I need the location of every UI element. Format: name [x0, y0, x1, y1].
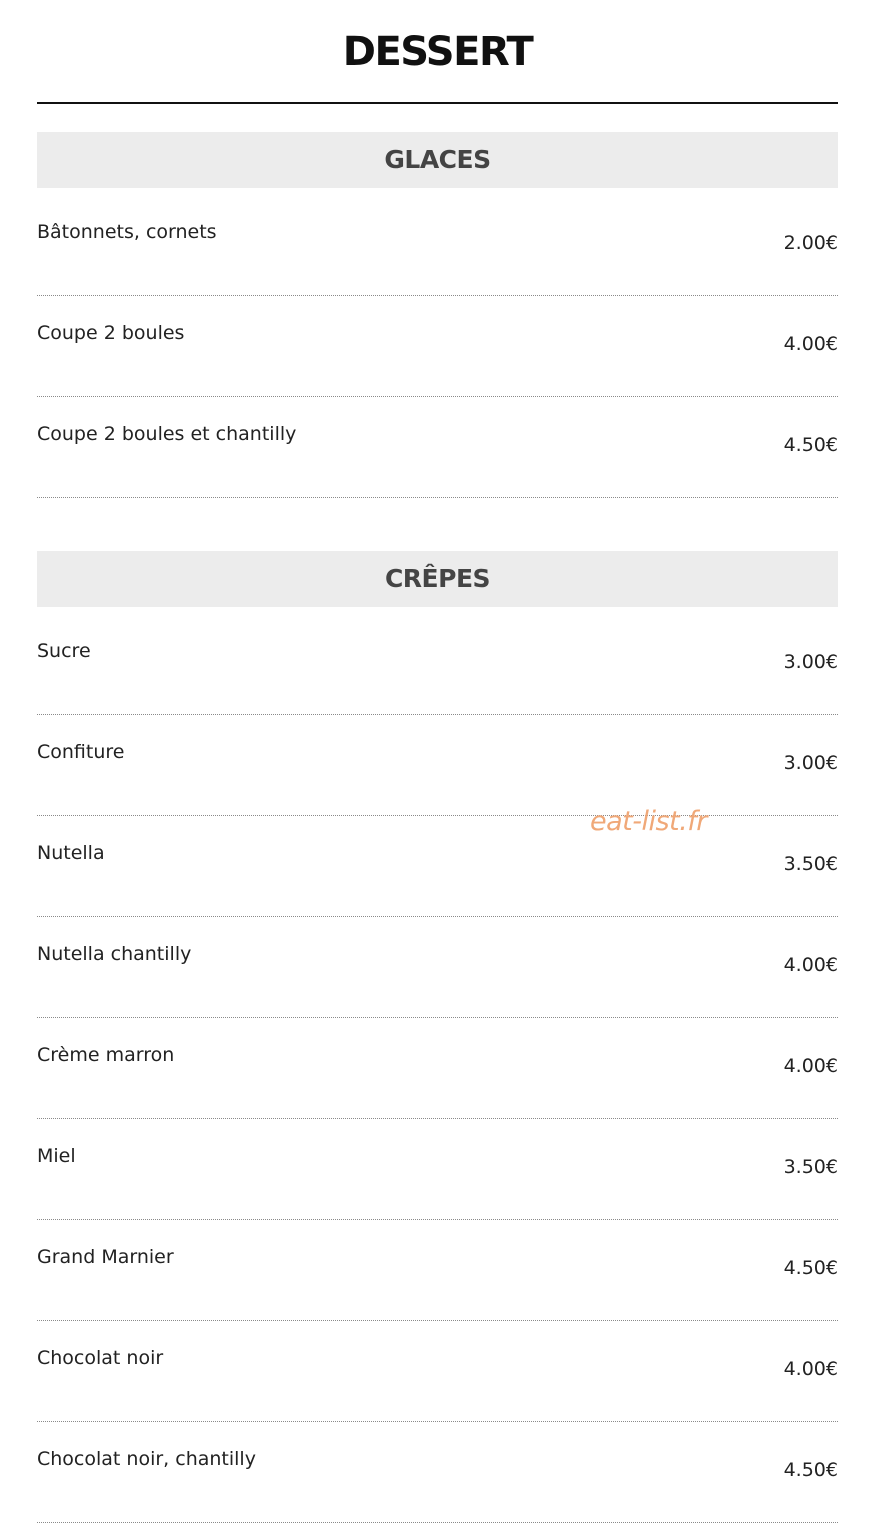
menu-item [37, 1446, 838, 1523]
item-name: Crème marron [37, 1044, 175, 1066]
item-name: Bâtonnets, cornets [37, 221, 217, 243]
item-price: 3.50€ [783, 1156, 838, 1178]
item-name: Coupe 2 boules et chantilly [37, 423, 297, 445]
item-price: 3.00€ [783, 651, 838, 673]
item-name: Coupe 2 boules [37, 322, 185, 344]
menu-page [37, 0, 838, 1523]
item-price: 4.50€ [783, 434, 838, 456]
item-price: 4.00€ [783, 333, 838, 355]
menu-item [37, 840, 838, 917]
item-price: 3.50€ [783, 853, 838, 875]
item-price: 4.50€ [783, 1459, 838, 1481]
item-price: 3.00€ [783, 752, 838, 774]
item-price: 4.50€ [783, 1257, 838, 1279]
item-name: Chocolat noir, chantilly [37, 1448, 256, 1470]
item-price: 4.00€ [783, 1358, 838, 1380]
item-name: Confiture [37, 741, 125, 763]
menu-item [37, 638, 838, 715]
menu-item [37, 941, 838, 1018]
crepes-items [37, 607, 838, 1523]
menu-item [37, 421, 838, 498]
section-header-crepes: CRÊPES [37, 551, 838, 607]
menu-item [37, 1042, 838, 1119]
item-name: Nutella chantilly [37, 943, 192, 965]
item-name: Sucre [37, 640, 91, 662]
menu-item [37, 320, 838, 397]
menu-item [37, 1345, 838, 1422]
item-price: 4.00€ [783, 954, 838, 976]
item-name: Nutella [37, 842, 105, 864]
menu-item [37, 739, 838, 816]
item-price: 4.00€ [783, 1055, 838, 1077]
item-name: Miel [37, 1145, 76, 1167]
page-title: DESSERT [342, 29, 533, 75]
watermark: eat-list.fr [590, 806, 707, 837]
glaces-items [37, 188, 838, 498]
item-name: Grand Marnier [37, 1246, 174, 1268]
menu-item [37, 1143, 838, 1220]
item-price: 2.00€ [783, 232, 838, 254]
title-divider [37, 102, 838, 104]
item-name: Chocolat noir [37, 1347, 164, 1369]
section-header-glaces: GLACES [37, 132, 838, 188]
menu-item [37, 1244, 838, 1321]
menu-item [37, 219, 838, 296]
